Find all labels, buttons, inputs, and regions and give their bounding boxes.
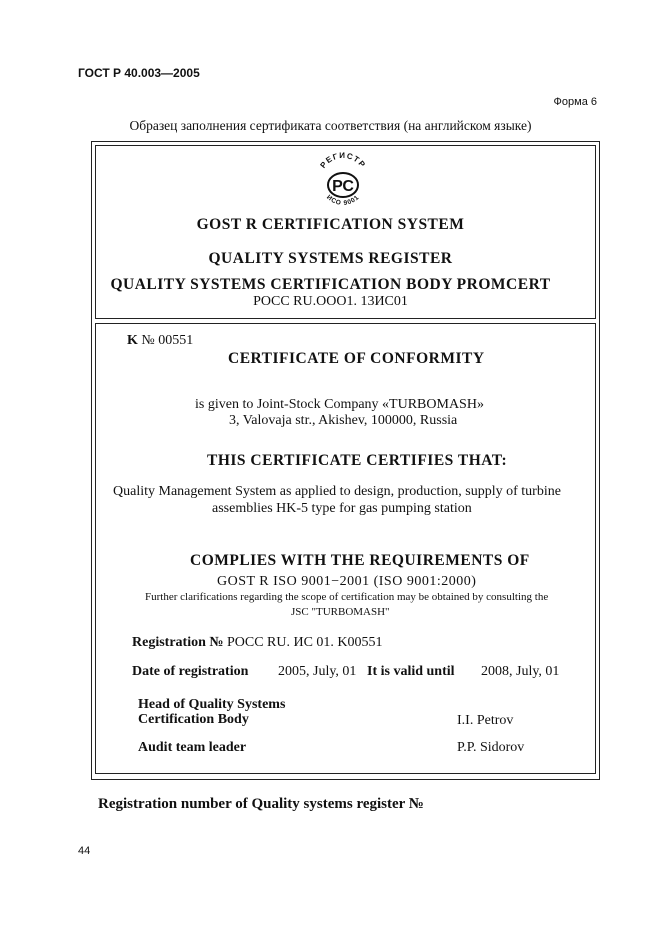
date-label: Date of registration (132, 664, 249, 679)
auditor-label: Audit team leader (138, 740, 247, 755)
logo-top-text: РЕГИСТР (318, 150, 368, 170)
certificate-title: CERTIFICATE OF CONFORMITY (228, 350, 485, 367)
register-title: QUALITY SYSTEMS REGISTER (208, 250, 453, 267)
scope-line-1: Quality Management System as applied to design, production, supply of turbine (113, 484, 561, 499)
head-label-line-2: Certification Body (138, 712, 249, 727)
valid-until-value: 2008, July, 01 (481, 664, 560, 679)
form-label: Форма 6 (553, 96, 597, 108)
certificate-number-value: № 00551 (141, 333, 194, 348)
date-value: 2005, July, 01 (278, 664, 357, 679)
certificate-number (127, 333, 193, 349)
certification-body-title: QUALITY SYSTEMS CERTIFICATION BODY PROMCERT (110, 276, 551, 293)
registration-label: Registration № (132, 635, 224, 650)
certifies-heading: THIS CERTIFICATE CERTIFIES THAT: (207, 452, 508, 469)
head-name: I.I. Petrov (457, 713, 514, 728)
sample-caption: Образец заполнения сертификата соответствия (на английском языке) (129, 118, 532, 133)
auditor-name: P.P. Sidorov (457, 740, 525, 755)
given-to: is given to Joint-Stock Company «TURBOMASH» (195, 397, 484, 412)
registration-row (132, 635, 383, 651)
complies-heading: COMPLIES WITH THE REQUIREMENTS OF (190, 552, 530, 569)
certificate-number-prefix: K (127, 333, 138, 348)
register-number-line: Registration number of Quality systems register № (98, 796, 424, 812)
standard-designation: ГОСТ Р 40.003—2005 (78, 66, 200, 80)
clarification-line-1: Further clarifications regarding the scope of certification may be obtained by consulting the (145, 591, 549, 603)
clarification-line-2: JSC "TURBOMASH" (291, 606, 390, 618)
svg-text:РЕГИСТР (318, 151, 367, 170)
standard-reference: GOST R ISO 9001−2001 (ISO 9001:2000) (217, 574, 477, 589)
valid-until-label: It is valid until (367, 664, 455, 679)
scope-line-2: assemblies HK-5 type for gas pumping station (212, 501, 472, 516)
logo-letters: РС (332, 178, 354, 195)
page-number: 44 (78, 845, 91, 857)
register-logo-icon (312, 150, 374, 212)
logo-bottom-text: ИСО 9001 (325, 193, 361, 207)
company-address: 3, Valovaja str., Akishev, 100000, Russia (229, 413, 458, 428)
registration-value: POCC RU. ИС 01. K00551 (226, 635, 383, 650)
svg-text:ИСО 9001 (325, 194, 361, 207)
certification-body-code: POCC RU.OOO1. 13ИС01 (253, 294, 408, 309)
system-title: GOST R CERTIFICATION SYSTEM (196, 216, 465, 233)
head-label-line-1: Head of Quality Systems (138, 697, 286, 712)
